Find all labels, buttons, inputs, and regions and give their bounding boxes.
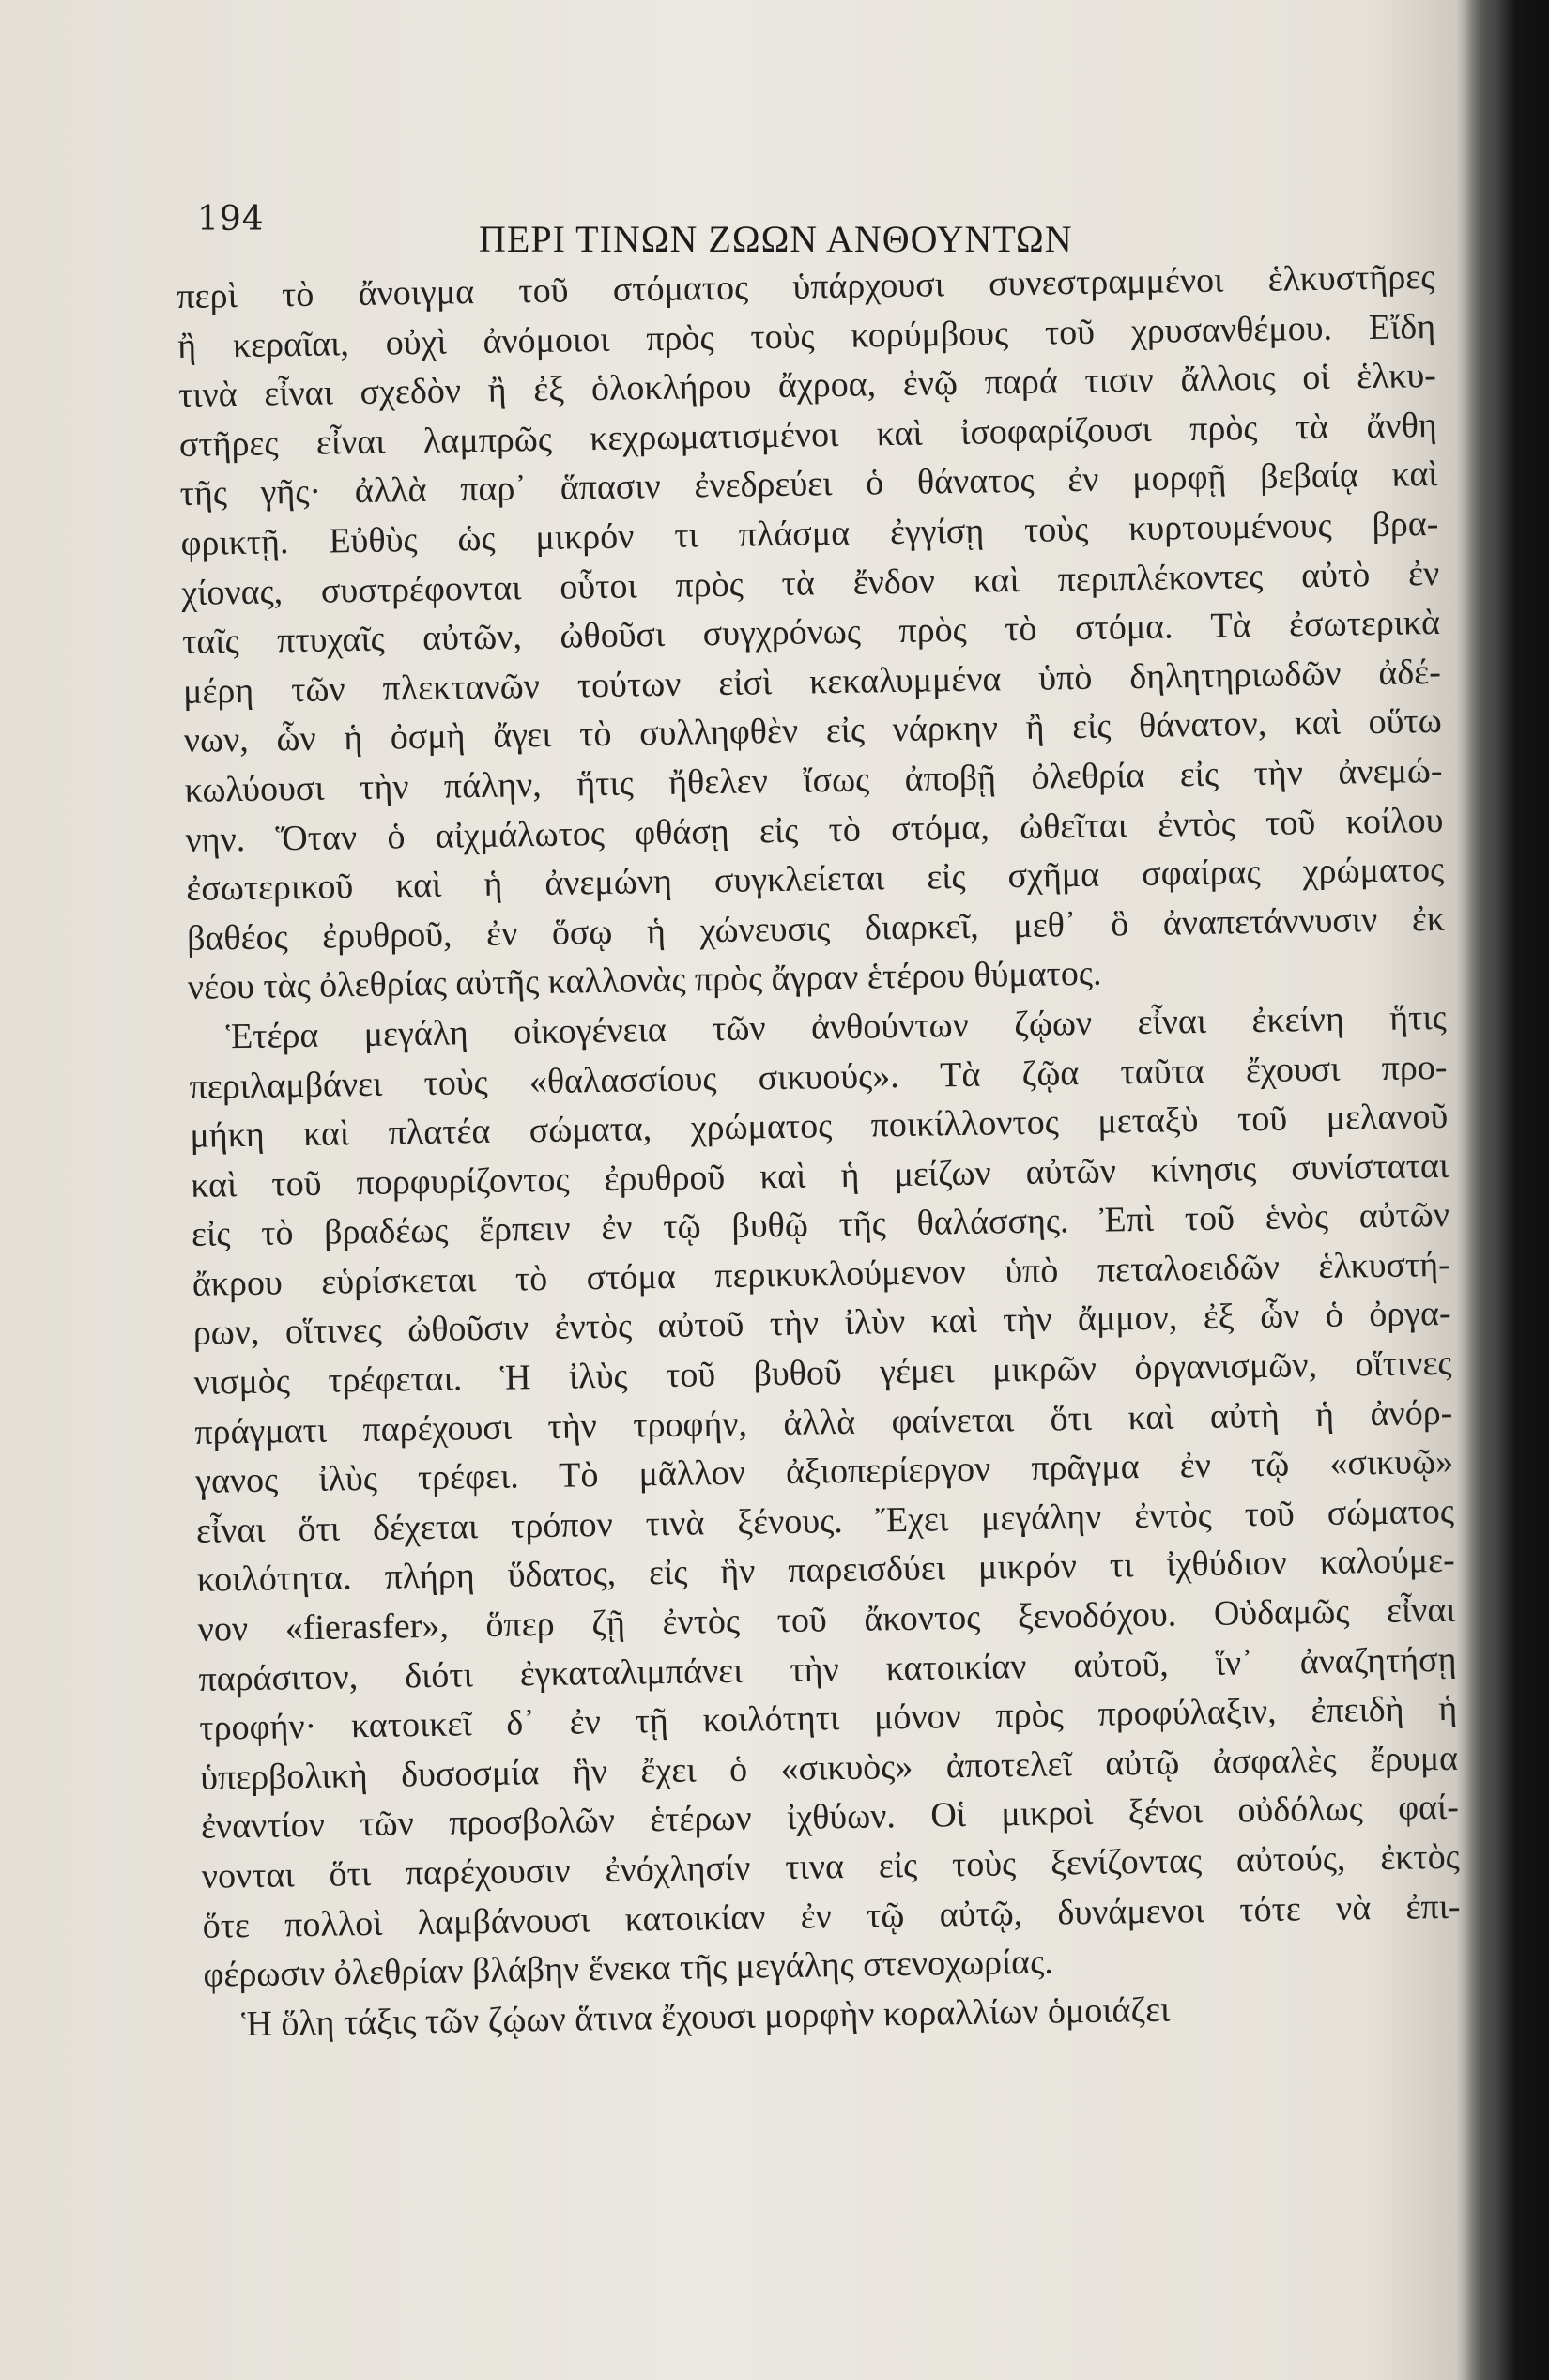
running-title: ΠΕΡΙ ΤΙΝΩΝ ΖΩΩΝ ΑΝΘΟΥΝΤΩΝ (479, 218, 1073, 260)
text-line: ρων, οἵτινες ὠθοῦσιν ἐντὸς αὐτοῦ τὴν ἰλὺν καὶ τὴν ἄμμον, ἐξ ὧν ὁ ὀργα- (192, 1294, 1451, 1354)
text-line: γανος ἰλὺς τρέφει. Τὸ μᾶλλον ἀξιοπερίεργον πρᾶγμα ἐν τῷ «σικυῷ» (194, 1442, 1454, 1502)
text-line: ἄκρου εὑρίσκεται τὸ στόμα περικυκλούμενον ὑπὸ πεταλοειδῶν ἑλκυστή- (192, 1244, 1451, 1304)
text-line: τινὰ εἶναι σχεδὸν ἢ ἐξ ὁλοκλήρου ἄχροα, ἐνῷ παρά τισιν ἄλλοις οἱ ἑλκυ- (177, 356, 1437, 416)
text-line: περὶ τὸ ἄνοιγμα τοῦ στόματος ὑπάρχουσι συνεστραμμένοι ἑλκυστῆρες (176, 256, 1435, 316)
text-line: νην. Ὅταν ὁ αἰχμάλωτος φθάσῃ εἰς τὸ στόμα, ὠθεῖται ἐντὸς τοῦ κοίλου (185, 800, 1444, 860)
text-line: καὶ τοῦ πορφυρίζοντος ἐρυθροῦ καὶ ἡ μείζων αὐτῶν κίνησις συνίσταται (190, 1145, 1449, 1205)
text-line: τροφήν· κατοικεῖ δ᾿ ἐν τῇ κοιλότητι μόνον πρὸς προφύλαξιν, ἐπειδὴ ἡ (199, 1688, 1458, 1749)
paragraph-start-line: Ἑτέρα μεγάλη οἰκογένεια τῶν ἀνθούντων ζῴων εἶναι ἐκείνη ἥτις (225, 997, 1447, 1057)
text-line: μέρη τῶν πλεκτανῶν τούτων εἰσὶ κεκαλυμμένα ὑπὸ δηλητηριωδῶν ἀδέ- (182, 652, 1442, 712)
text-line: τῆς γῆς· ἀλλὰ παρ᾿ ἅπασιν ἐνεδρεύει ὁ θάνατος ἐν μορφῇ βεβαίᾳ καὶ (179, 454, 1438, 514)
page-number: 194 (197, 200, 265, 238)
text-line: ἐσωτερικοῦ καὶ ἡ ἀνεμώνη συγκλείεται εἰς σχῆμα σφαίρας χρώματος (185, 849, 1445, 910)
text-line: εἶναι ὅτι δέχεται τρόπον τινὰ ξένους. Ἔχει μεγάλην ἐντὸς τοῦ σώματος (195, 1491, 1455, 1551)
text-line: βαθέος ἐρυθροῦ, ἐν ὅσῳ ἡ χώνευσις διαρκεῖ, μεθ᾿ ὃ ἀναπετάννυσιν ἐκ (186, 898, 1446, 959)
text-line: νον «fierasfer», ὅπερ ζῇ ἐντὸς τοῦ ἄκοντος ξενοδόχου. Οὐδαμῶς εἶναι (197, 1589, 1456, 1650)
text-line: στῆρες εἶναι λαμπρῶς κεχρωματισμένοι καὶ ἰσοφαρίζουσι πρὸς τὰ ἄνθη (178, 405, 1438, 465)
text-line: νισμὸς τρέφεται. Ἡ ἰλὺς τοῦ βυθοῦ γέμει μικρῶν ὀργανισμῶν, οἵτινες (193, 1343, 1452, 1403)
text-line: πράγματι παρέχουσι τὴν τροφήν, ἀλλὰ φαίνεται ὅτι καὶ αὐτὴ ἡ ἀνόρ- (194, 1392, 1453, 1452)
text-line: φρικτῇ. Εὐθὺς ὡς μικρόν τι πλάσμα ἐγγίσῃ τοὺς κυρτουμένους βρα- (180, 503, 1439, 563)
text-line: νέου τὰς ὀλεθρίας αὐτῆς καλλονὰς πρὸς ἄγραν ἑτέρου θύματος. (187, 953, 1102, 1008)
body-text (176, 253, 1463, 2050)
text-line: παράσιτον, διότι ἐγκαταλιμπάνει τὴν κατοικίαν αὐτοῦ, ἵν᾿ ἀναζητήσῃ (198, 1639, 1457, 1699)
running-head (197, 200, 1418, 260)
paragraph-start-line: Ἡ ὅλη τάξις τῶν ζῴων ἅτινα ἔχουσι μορφὴν κοραλλίων ὁμοιάζει (240, 1989, 1171, 2044)
text-line: ὑπερβολικὴ δυσοσμία ἣν ἔχει ὁ «σικυὸς» ἀποτελεῖ αὐτῷ ἀσφαλὲς ἔρυμα (199, 1738, 1459, 1798)
text-line: κωλύουσι τὴν πάλην, ἥτις ἤθελεν ἴσως ἀποβῇ ὀλεθρία εἰς τὴν ἀνεμώ- (184, 750, 1443, 810)
text-line: φέρωσιν ὀλεθρίαν βλάβην ἕνεκα τῆς μεγάλης στενοχωρίας. (203, 1942, 1054, 1995)
text-line: μήκη καὶ πλατέα σώματα, χρώματος ποικίλλοντος μεταξὺ τοῦ μελανοῦ (190, 1096, 1449, 1156)
page-gutter-shadow (1465, 0, 1549, 2380)
text-line: εἰς τὸ βραδέως ἕρπειν ἐν τῷ βυθῷ τῆς θαλάσσης. Ἐπὶ τοῦ ἑνὸς αὐτῶν (191, 1195, 1450, 1255)
text-line: νων, ὧν ἡ ὀσμὴ ἄγει τὸ συλληφθὲν εἰς νάρκην ἢ εἰς θάνατον, καὶ οὕτω (183, 701, 1443, 761)
text-line: κοιλότητα. πλήρη ὕδατος, εἰς ἣν παρεισδύει μικρόν τι ἰχθύδιον καλούμε- (196, 1541, 1456, 1601)
text-line: ἢ κεραῖαι, οὐχὶ ἀνόμοιοι πρὸς τοὺς κορύμβους τοῦ χρυσανθέμου. Εἴδη (176, 306, 1436, 366)
text-line: περιλαμβάνει τοὺς «θαλασσίους σικυούς». Τὰ ζῷα ταῦτα ἔχουσι προ- (189, 1047, 1448, 1107)
text-line: ἐναντίον τῶν προσβολῶν ἑτέρων ἰχθύων. Οἱ μικροὶ ξένοι οὐδόλως φαί- (200, 1788, 1460, 1848)
text-line: χίονας, συστρέφονται οὗτοι πρὸς τὰ ἔνδον καὶ περιπλέκοντες αὐτὸ ἐν (181, 553, 1440, 613)
text-line: ταῖς πτυχαῖς αὐτῶν, ὠθοῦσι συγχρόνως πρὸς τὸ στόμα. Τὰ ἐσωτερικὰ (181, 603, 1441, 663)
text-line: ὅτε πολλοὶ λαμβάνουσι κατοικίαν ἐν τῷ αὐτῷ, δυνάμενοι τότε νὰ ἐπι- (202, 1886, 1461, 1946)
text-line: νονται ὅτι παρέχουσιν ἐνόχλησίν τινα εἰς τοὺς ξενίζοντας αὐτούς, ἐκτὸς (201, 1836, 1461, 1896)
